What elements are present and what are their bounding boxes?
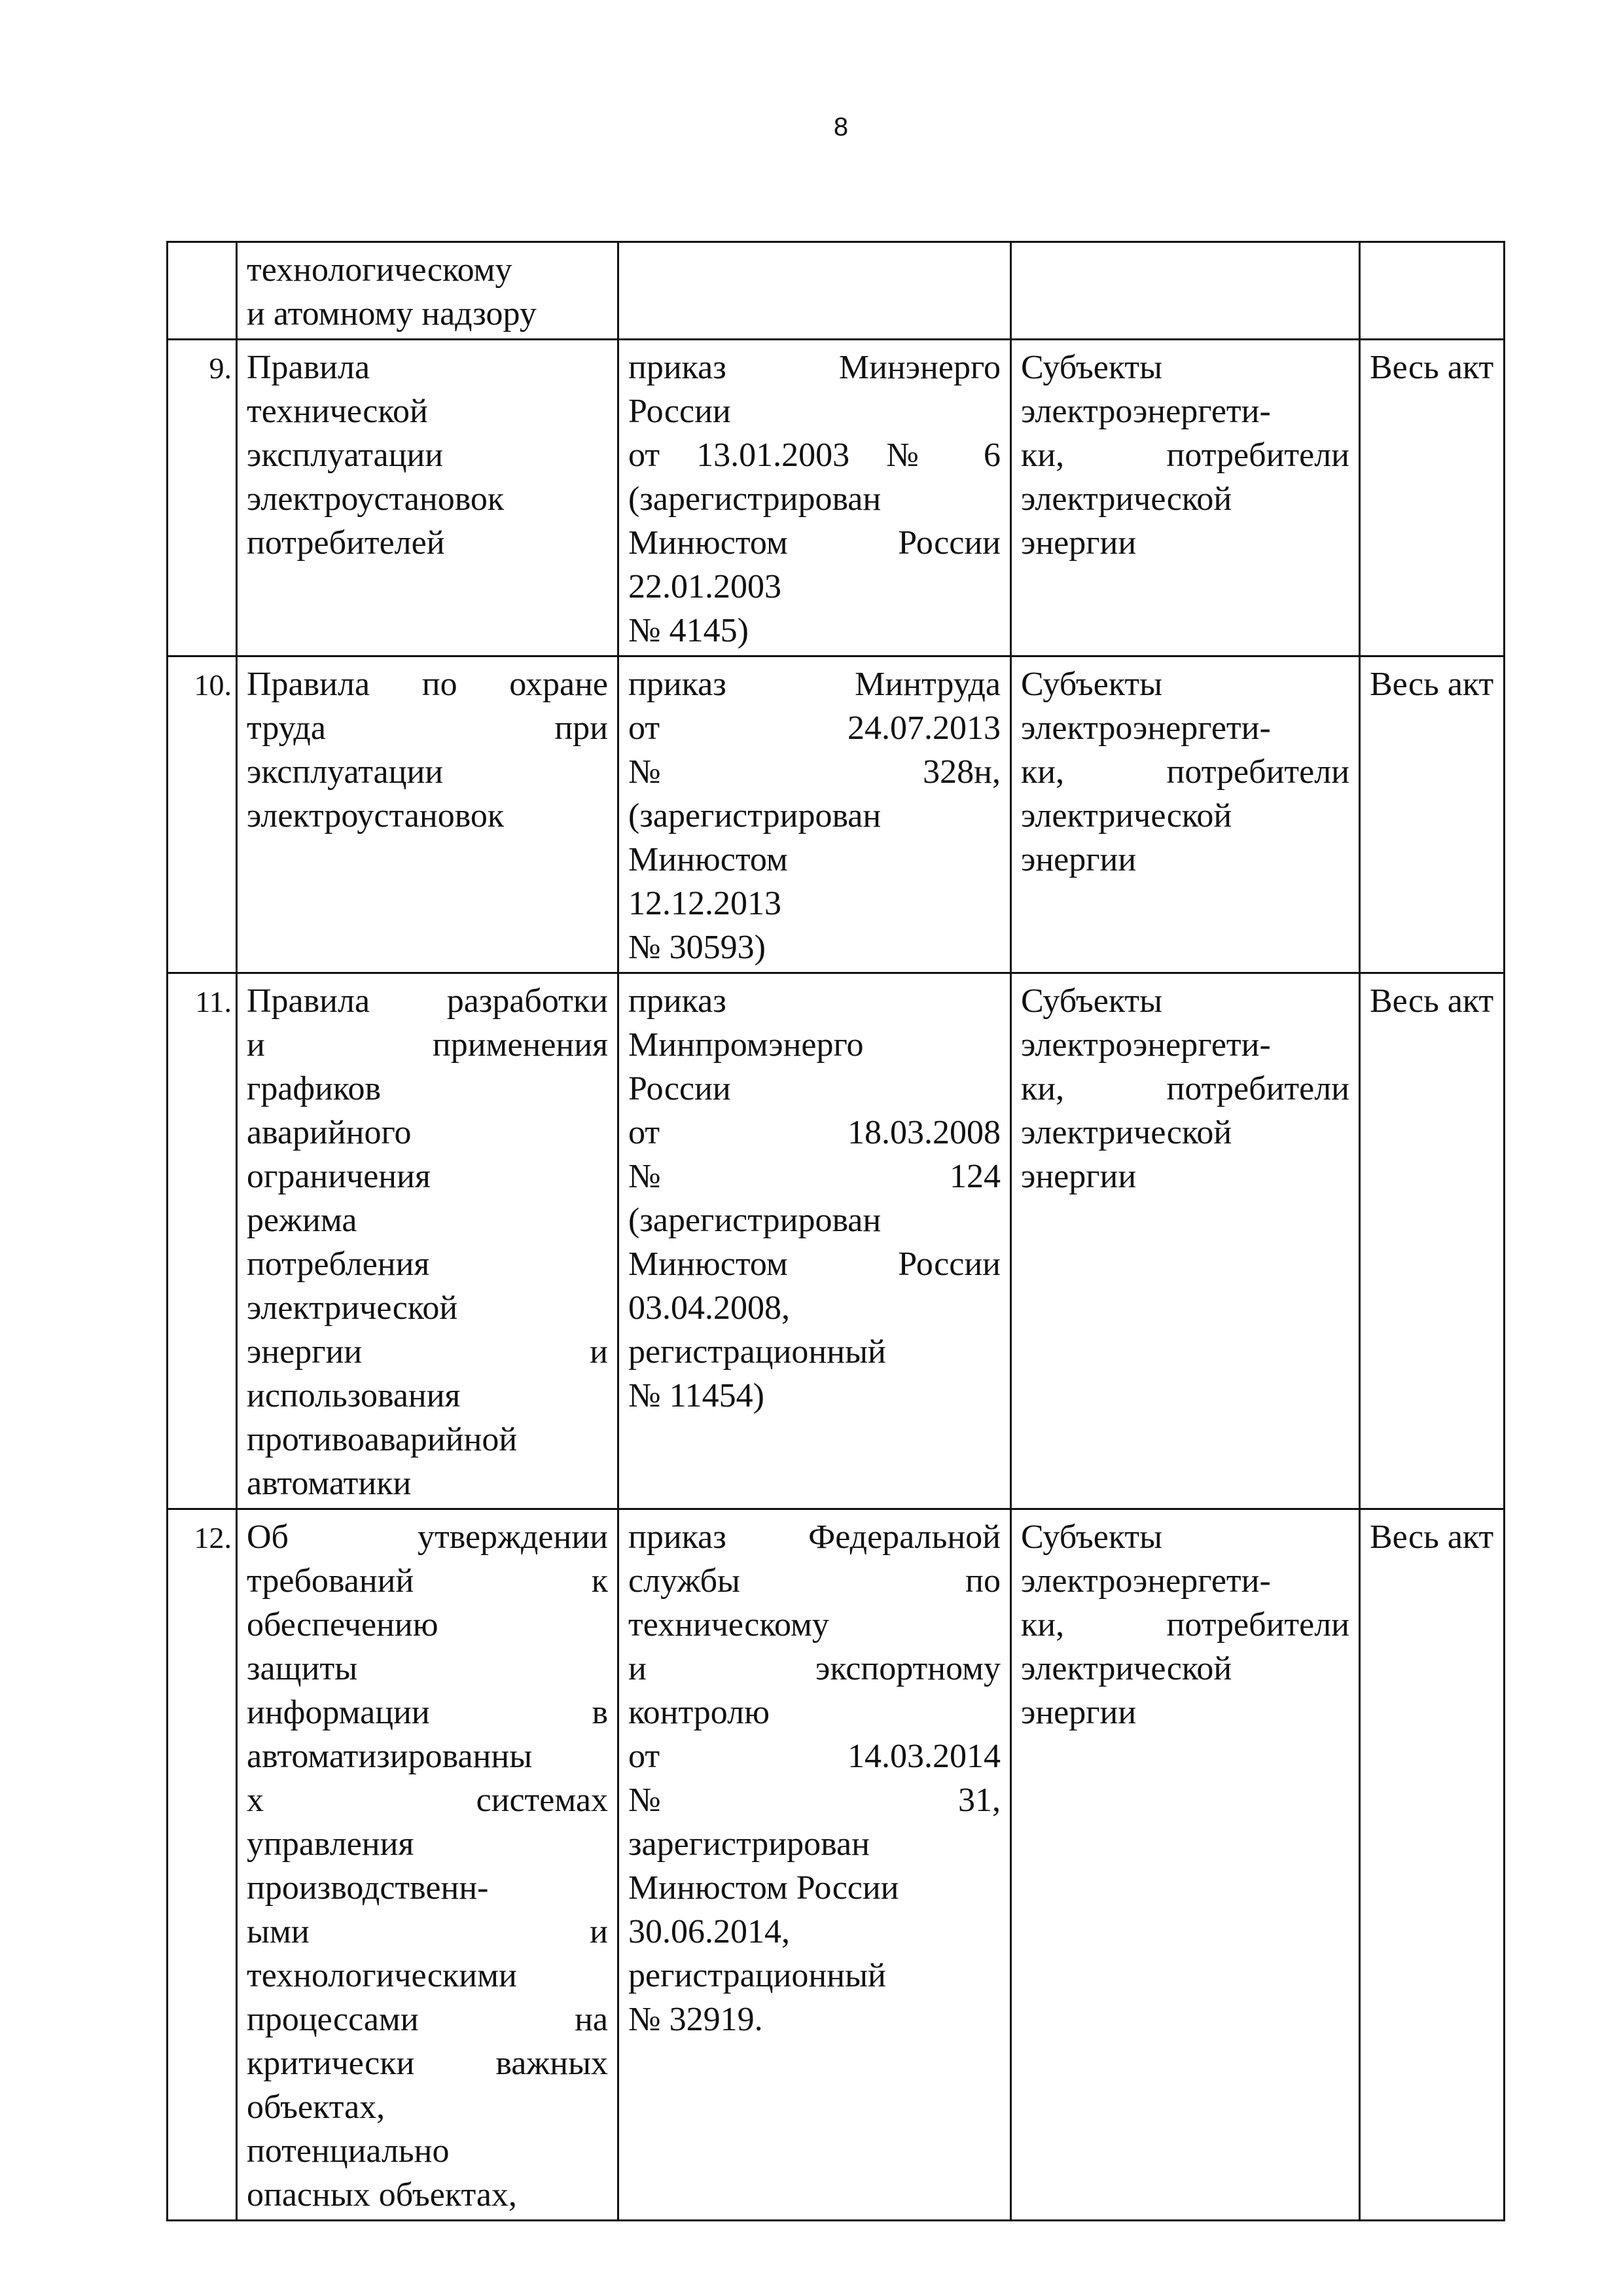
act-details-line: регистрационный xyxy=(628,1333,886,1371)
scope-text: Весь акт xyxy=(1370,982,1494,1020)
act-details-line: регистрационный xyxy=(628,1957,886,1994)
subjects-line: энергии xyxy=(1021,524,1137,562)
subjects-line: Субъекты xyxy=(1021,666,1163,703)
act-details-line: Минюстом России xyxy=(628,1246,1001,1283)
table-row xyxy=(168,242,1505,340)
subjects-line: Субъекты xyxy=(1021,982,1163,1020)
act-name-line: Правила по охране xyxy=(247,666,608,703)
scope-text: Весь акт xyxy=(1370,666,1494,703)
act-details-line: № 32919. xyxy=(628,2001,763,2038)
subjects-line: электрической xyxy=(1021,480,1232,518)
act-details-line: приказ Минтруда xyxy=(628,666,1001,703)
scope-cell xyxy=(1360,242,1505,340)
table-row xyxy=(168,1509,1505,2221)
act-name-line: потенциально xyxy=(247,2132,450,2170)
subjects-line: электрической xyxy=(1021,1114,1232,1151)
act-name-line: технологическому xyxy=(247,251,512,289)
row-number: 9. xyxy=(209,351,232,385)
row-number-cell xyxy=(168,1509,237,2221)
act-name-line: электроустановок xyxy=(247,797,505,834)
act-name-line: критически важных xyxy=(247,2045,608,2082)
act-details-line: № 11454) xyxy=(628,1377,764,1414)
scope-text: Весь акт xyxy=(1370,349,1494,386)
act-name-line: энергии и xyxy=(247,1333,608,1371)
act-details-cell xyxy=(618,242,1011,340)
page-number: 8 xyxy=(833,113,849,141)
act-details-line: службы по xyxy=(628,1562,1001,1600)
act-details-line: № 30593) xyxy=(628,929,766,966)
scope-cell xyxy=(1360,340,1505,656)
act-name-line: производственн- xyxy=(247,1869,489,1907)
regulations-table xyxy=(166,241,1505,2221)
act-name-line: и атомному надзору xyxy=(247,295,537,332)
act-name-cell xyxy=(237,340,618,656)
act-name-line: ыми и xyxy=(247,1913,608,1950)
act-details-cell xyxy=(618,656,1011,973)
subjects-line: энергии xyxy=(1021,841,1137,878)
subjects-line: ки, потребители xyxy=(1021,437,1349,474)
act-details-line: зарегистрирован xyxy=(628,1825,870,1863)
row-number: 10. xyxy=(194,668,232,702)
act-name-line: технической xyxy=(247,393,428,430)
table-row xyxy=(168,656,1505,973)
act-name-line: эксплуатации xyxy=(247,753,444,791)
act-details-line: 03.04.2008, xyxy=(628,1289,790,1327)
act-details-line: № 124 xyxy=(628,1158,1001,1195)
act-name-line: противоаварийной xyxy=(247,1421,518,1458)
act-details-line: (зарегистрирован xyxy=(628,480,882,518)
subjects-line: энергии xyxy=(1021,1158,1137,1195)
subjects-line: ки, потребители xyxy=(1021,1606,1349,1643)
row-number-cell xyxy=(168,242,237,340)
act-details-cell xyxy=(618,1509,1011,2221)
act-name-line: объектах, xyxy=(247,2089,385,2126)
act-details-line: приказ xyxy=(628,982,726,1020)
act-name-line: х системах xyxy=(247,1782,608,1819)
act-details-line: 22.01.2003 xyxy=(628,568,781,605)
act-name-line: технологическими xyxy=(247,1957,517,1994)
act-details-line: № 4145) xyxy=(628,612,749,649)
act-details-line: № 31, xyxy=(628,1782,1001,1819)
act-details-line: 12.12.2013 xyxy=(628,885,781,922)
act-details-line: Минпромэнерго xyxy=(628,1026,864,1064)
scope-cell xyxy=(1360,1509,1505,2221)
act-name-line: управления xyxy=(247,1825,414,1863)
act-name-line: процессами на xyxy=(247,2001,608,2038)
act-details-line: от 13.01.2003 № 6 xyxy=(628,437,1001,474)
scope-cell xyxy=(1360,973,1505,1509)
subjects-cell xyxy=(1011,242,1360,340)
scope-cell xyxy=(1360,656,1505,973)
act-details-line: техническому xyxy=(628,1606,829,1643)
subjects-line: электроэнергети- xyxy=(1021,709,1271,747)
act-name-line: и применения xyxy=(247,1026,608,1064)
act-name-line: аварийного xyxy=(247,1114,412,1151)
act-details-line: 30.06.2014, xyxy=(628,1913,790,1950)
act-name-line: Правила разработки xyxy=(247,982,608,1020)
subjects-line: энергии xyxy=(1021,1694,1137,1731)
act-name-cell xyxy=(237,656,618,973)
act-details-line: и экспортному xyxy=(628,1650,1001,1687)
act-details-line: Минюстом России xyxy=(628,524,1001,562)
subjects-cell xyxy=(1011,656,1360,973)
subjects-cell xyxy=(1011,340,1360,656)
table-row xyxy=(168,340,1505,656)
act-name-line: режима xyxy=(247,1202,357,1239)
subjects-line: электроэнергети- xyxy=(1021,1562,1271,1600)
act-name-cell xyxy=(237,1509,618,2221)
subjects-line: электрической xyxy=(1021,1650,1232,1687)
subjects-cell xyxy=(1011,973,1360,1509)
act-details-line: России xyxy=(628,393,731,430)
act-details-cell xyxy=(618,340,1011,656)
act-details-line: (зарегистрирован xyxy=(628,797,882,834)
row-number: 11. xyxy=(195,985,232,1018)
act-details-line: приказ Федеральной xyxy=(628,1518,1001,1556)
act-name-line: электроустановок xyxy=(247,480,505,518)
act-name-line: Об утверждении xyxy=(247,1518,608,1556)
act-name-line: обеспечению xyxy=(247,1606,438,1643)
act-name-line: использования xyxy=(247,1377,461,1414)
act-name-cell xyxy=(237,973,618,1509)
act-details-line: приказ Минэнерго xyxy=(628,349,1001,386)
scope-text: Весь акт xyxy=(1370,1518,1494,1556)
act-details-line: России xyxy=(628,1070,731,1107)
act-name-line: ограничения xyxy=(247,1158,431,1195)
act-details-line: Минюстом xyxy=(628,841,788,878)
act-name-line: опасных объектах, xyxy=(247,2176,517,2214)
subjects-line: электроэнергети- xyxy=(1021,1026,1271,1064)
row-number-cell xyxy=(168,973,237,1509)
subjects-line: Субъекты xyxy=(1021,1518,1163,1556)
act-name-line: труда при xyxy=(247,709,608,747)
act-name-line: информации в xyxy=(247,1694,608,1731)
act-name-line: электрической xyxy=(247,1289,458,1327)
act-name-line: требований к xyxy=(247,1562,608,1600)
act-name-line: графиков xyxy=(247,1070,382,1107)
subjects-line: ки, потребители xyxy=(1021,753,1349,791)
act-details-line: от 14.03.2014 xyxy=(628,1738,1001,1775)
act-details-line: Минюстом России xyxy=(628,1869,899,1907)
act-name-line: потребителей xyxy=(247,524,445,562)
act-name-line: автоматики xyxy=(247,1465,412,1502)
act-name-line: Правила xyxy=(247,349,370,386)
act-name-cell xyxy=(237,242,618,340)
act-details-line: от 24.07.2013 xyxy=(628,709,1001,747)
act-name-line: автоматизированны xyxy=(247,1738,533,1775)
act-details-line: от 18.03.2008 xyxy=(628,1114,1001,1151)
subjects-line: электрической xyxy=(1021,797,1232,834)
act-details-cell xyxy=(618,973,1011,1509)
act-details-line: № 328н, xyxy=(628,753,1001,791)
subjects-line: ки, потребители xyxy=(1021,1070,1349,1107)
act-name-line: эксплуатации xyxy=(247,437,444,474)
act-name-line: потребления xyxy=(247,1246,430,1283)
table-row xyxy=(168,973,1505,1509)
act-details-line: (зарегистрирован xyxy=(628,1202,882,1239)
row-number-cell xyxy=(168,656,237,973)
subjects-line: электроэнергети- xyxy=(1021,393,1271,430)
subjects-cell xyxy=(1011,1509,1360,2221)
act-name-line: защиты xyxy=(247,1650,358,1687)
subjects-line: Субъекты xyxy=(1021,349,1163,386)
act-details-line: контролю xyxy=(628,1694,770,1731)
row-number: 12. xyxy=(194,1521,232,1554)
row-number-cell xyxy=(168,340,237,656)
